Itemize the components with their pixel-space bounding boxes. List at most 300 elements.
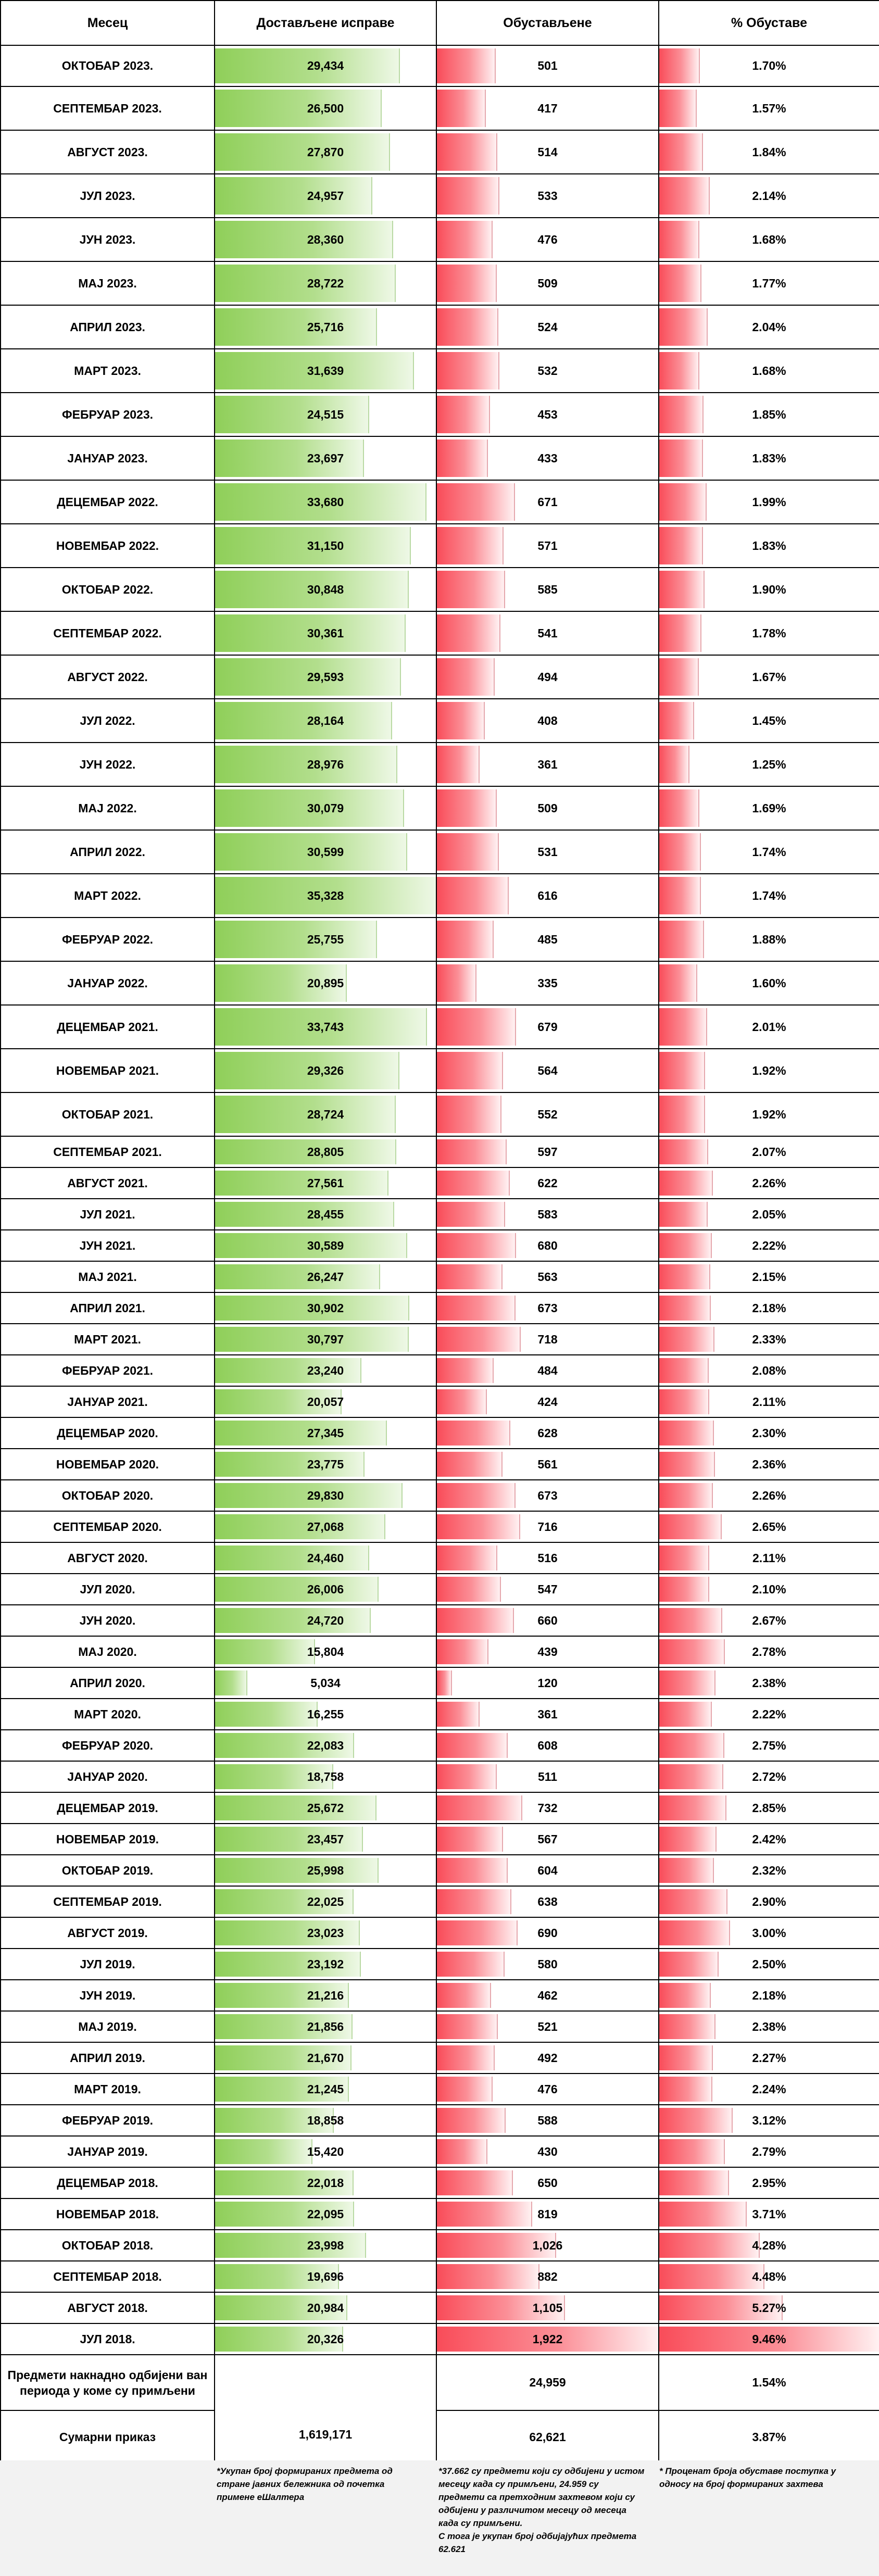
delivered-cell-value: 21,245 bbox=[307, 2082, 344, 2096]
header-percent: % Обуставе bbox=[659, 1, 879, 45]
month-cell: ОКТОБАР 2020. bbox=[1, 1480, 215, 1511]
percent-cell bbox=[659, 1761, 879, 1792]
percent-cell-bar bbox=[659, 527, 703, 564]
delivered-cell-value: 28,805 bbox=[307, 1145, 344, 1159]
delivered-cell-bar bbox=[215, 1795, 376, 1820]
percent-cell-value: 1.74% bbox=[752, 888, 786, 902]
percent-cell-value: 2.90% bbox=[752, 1894, 786, 1908]
delivered-cell bbox=[215, 2230, 436, 2261]
rejected-cell-value: 494 bbox=[537, 670, 558, 684]
rejected-cell-bar bbox=[437, 177, 499, 215]
percent-cell-value: 2.32% bbox=[752, 1863, 786, 1877]
percent-cell bbox=[659, 743, 879, 786]
percent-cell-value: 2.15% bbox=[752, 1270, 786, 1284]
percent-cell-bar bbox=[659, 658, 699, 696]
delivered-cell-value: 23,023 bbox=[307, 1926, 344, 1940]
percent-cell bbox=[659, 261, 879, 305]
delivered-cell-value: 23,457 bbox=[307, 1832, 344, 1846]
rejected-cell-value: 628 bbox=[537, 1426, 558, 1440]
percent-cell bbox=[659, 2042, 879, 2074]
rejected-cell bbox=[436, 2198, 659, 2230]
rejected-cell-value: 511 bbox=[537, 1769, 558, 1783]
table-row bbox=[1, 2292, 879, 2323]
rejected-cell-bar bbox=[437, 1795, 522, 1820]
delivered-cell bbox=[215, 1605, 436, 1636]
month-cell: ЈУН 2019. bbox=[1, 1980, 215, 2011]
percent-cell-bar bbox=[659, 1514, 722, 1539]
delivered-cell-value: 21,670 bbox=[307, 2051, 344, 2065]
delivered-cell-value: 24,957 bbox=[307, 189, 344, 203]
percent-cell bbox=[659, 174, 879, 218]
percent-cell-bar bbox=[659, 1452, 715, 1477]
month-cell: МАЈ 2020. bbox=[1, 1636, 215, 1667]
delivered-cell-value: 27,345 bbox=[307, 1426, 344, 1440]
rejected-cell bbox=[436, 45, 659, 86]
percent-cell-value: 1.83% bbox=[752, 538, 786, 552]
percent-cell-bar bbox=[659, 2233, 760, 2258]
rejected-cell-value: 680 bbox=[537, 1238, 558, 1252]
month-cell: ЈУЛ 2018. bbox=[1, 2323, 215, 2355]
percent-cell-value: 2.36% bbox=[752, 1457, 786, 1471]
percent-cell-bar bbox=[659, 1139, 708, 1164]
percent-cell bbox=[659, 86, 879, 130]
note-delivered: *Укупан број формираних предмета од стране јавних бележника од почетка примене еШалтера bbox=[217, 2466, 393, 2502]
delivered-cell-value: 30,589 bbox=[307, 1238, 344, 1252]
percent-cell-bar bbox=[659, 833, 701, 871]
delivered-cell-value: 21,216 bbox=[307, 1988, 344, 2002]
percent-cell-value: 2.72% bbox=[752, 1769, 786, 1783]
month-cell: АВГУСТ 2020. bbox=[1, 1542, 215, 1574]
rejected-cell-bar bbox=[437, 133, 497, 171]
percent-cell bbox=[659, 349, 879, 393]
percent-cell bbox=[659, 1574, 879, 1605]
percent-cell-value: 1.45% bbox=[752, 713, 786, 727]
month-cell: СЕПТЕМБАР 2021. bbox=[1, 1136, 215, 1167]
delivered-cell bbox=[215, 1324, 436, 1355]
delivered-cell-bar bbox=[215, 1096, 396, 1133]
rejected-cell bbox=[436, 349, 659, 393]
rejected-cell bbox=[436, 261, 659, 305]
rejected-cell bbox=[436, 1699, 659, 1730]
delivered-cell bbox=[215, 655, 436, 699]
rejected-cell bbox=[436, 524, 659, 568]
percent-cell bbox=[659, 1699, 879, 1730]
delivered-cell bbox=[215, 2136, 436, 2167]
percent-cell-value: 1.84% bbox=[752, 145, 786, 159]
percent-cell-bar bbox=[659, 2045, 713, 2070]
percent-cell-value: 2.75% bbox=[752, 1738, 786, 1752]
rejected-cell-value: 1,922 bbox=[532, 2332, 563, 2346]
rejected-cell bbox=[436, 1417, 659, 1449]
rejected-cell bbox=[436, 2261, 659, 2292]
rejected-cell bbox=[436, 2292, 659, 2323]
late-rejections-row bbox=[1, 2355, 879, 2410]
late-rejections-label: Предмети накнадно одбијени ван периода у коме су примљени bbox=[1, 2355, 215, 2410]
delivered-cell-value: 25,998 bbox=[307, 1863, 344, 1877]
month-cell: МАРТ 2023. bbox=[1, 349, 215, 393]
rejected-cell-bar bbox=[437, 1008, 516, 1046]
table-row bbox=[1, 699, 879, 743]
delivered-cell-value: 26,500 bbox=[307, 101, 344, 115]
rejected-cell bbox=[436, 1574, 659, 1605]
percent-cell-value: 1.85% bbox=[752, 407, 786, 421]
rejected-cell bbox=[436, 1886, 659, 1917]
percent-cell-value: 2.04% bbox=[752, 320, 786, 334]
rejected-cell-bar bbox=[437, 90, 486, 127]
percent-cell-value: 3.71% bbox=[752, 2207, 786, 2221]
percent-cell-value: 1.74% bbox=[752, 845, 786, 859]
rejected-cell-value: 567 bbox=[537, 1832, 558, 1846]
rejected-cell bbox=[436, 1792, 659, 1824]
percent-cell-value: 2.85% bbox=[752, 1801, 786, 1815]
delivered-cell-value: 30,361 bbox=[307, 626, 344, 640]
delivered-cell bbox=[215, 393, 436, 436]
delivered-cell-bar bbox=[215, 265, 396, 302]
month-cell: АВГУСТ 2022. bbox=[1, 655, 215, 699]
percent-cell-value: 1.25% bbox=[752, 757, 786, 771]
delivered-cell-value: 28,722 bbox=[307, 276, 344, 290]
percent-cell bbox=[659, 1949, 879, 1980]
rejected-cell-bar bbox=[437, 1389, 487, 1414]
delivered-cell bbox=[215, 86, 436, 130]
percent-cell bbox=[659, 524, 879, 568]
delivered-cell-value: 24,515 bbox=[307, 407, 344, 421]
late-rejections-percent: 1.54% bbox=[659, 2355, 879, 2410]
rejected-cell bbox=[436, 1917, 659, 1949]
percent-cell-bar bbox=[659, 1889, 727, 1914]
delivered-cell-value: 29,593 bbox=[307, 670, 344, 684]
percent-cell-bar bbox=[659, 2108, 733, 2133]
percent-cell bbox=[659, 1092, 879, 1136]
month-cell: ДЕЦЕМБАР 2021. bbox=[1, 1005, 215, 1049]
rejected-cell bbox=[436, 1636, 659, 1667]
rejected-cell bbox=[436, 1980, 659, 2011]
percent-cell-bar bbox=[659, 1096, 705, 1133]
rejected-cell-bar bbox=[437, 614, 500, 652]
table-row bbox=[1, 1092, 879, 1136]
percent-cell-value: 2.22% bbox=[752, 1707, 786, 1721]
month-cell: АПРИЛ 2023. bbox=[1, 305, 215, 349]
delivered-cell bbox=[215, 1886, 436, 1917]
percent-cell bbox=[659, 393, 879, 436]
table-row bbox=[1, 2323, 879, 2355]
percent-cell-value: 2.38% bbox=[752, 2019, 786, 2033]
delivered-cell-value: 30,848 bbox=[307, 582, 344, 596]
percent-cell-value: 1.78% bbox=[752, 626, 786, 640]
percent-cell-bar bbox=[659, 571, 705, 608]
table-row bbox=[1, 1417, 879, 1449]
rejected-cell-value: 1,026 bbox=[532, 2238, 563, 2252]
rejected-cell bbox=[436, 1605, 659, 1636]
delivered-cell bbox=[215, 1355, 436, 1386]
rejected-cell-bar bbox=[437, 2045, 495, 2070]
percent-cell-value: 2.65% bbox=[752, 1519, 786, 1534]
table-row bbox=[1, 2042, 879, 2074]
percent-cell bbox=[659, 1324, 879, 1355]
month-cell: СЕПТЕМБАР 2020. bbox=[1, 1511, 215, 1542]
rejected-cell-bar bbox=[437, 1889, 511, 1914]
rejected-cell-value: 524 bbox=[537, 320, 558, 334]
percent-cell-value: 2.50% bbox=[752, 1957, 786, 1971]
delivered-cell-value: 25,672 bbox=[307, 1801, 344, 1815]
rejected-cell-value: 492 bbox=[537, 2051, 558, 2065]
month-cell: ЈАНУАР 2023. bbox=[1, 436, 215, 480]
summary-row bbox=[1, 2410, 879, 2464]
rejected-cell-value: 521 bbox=[537, 2019, 558, 2033]
delivered-cell-value: 27,561 bbox=[307, 1176, 344, 1190]
rejected-cell bbox=[436, 174, 659, 218]
table-row bbox=[1, 1667, 879, 1699]
delivered-cell-bar bbox=[215, 1421, 387, 1446]
month-cell: ОКТОБАР 2019. bbox=[1, 1855, 215, 1886]
header-rejected: Обустављене bbox=[436, 1, 659, 45]
table-row bbox=[1, 436, 879, 480]
delivered-cell bbox=[215, 305, 436, 349]
delivered-cell-bar bbox=[215, 1264, 380, 1289]
percent-cell-bar bbox=[659, 396, 704, 433]
rejected-cell-value: 580 bbox=[537, 1957, 558, 1971]
percent-cell bbox=[659, 1261, 879, 1292]
month-cell: МАЈ 2021. bbox=[1, 1261, 215, 1292]
delivered-cell-value: 26,006 bbox=[307, 1582, 344, 1596]
percent-cell-value: 1.60% bbox=[752, 976, 786, 990]
delivered-cell-value: 22,095 bbox=[307, 2207, 344, 2221]
delivered-cell bbox=[215, 961, 436, 1005]
month-cell: ЈУЛ 2022. bbox=[1, 699, 215, 743]
percent-cell bbox=[659, 786, 879, 830]
percent-cell-bar bbox=[659, 1670, 715, 1695]
rejected-cell bbox=[436, 1855, 659, 1886]
percent-cell-value: 2.14% bbox=[752, 189, 786, 203]
delivered-cell-bar bbox=[215, 1670, 247, 1695]
rejected-cell bbox=[436, 1092, 659, 1136]
percent-cell-value: 2.78% bbox=[752, 1644, 786, 1658]
percent-cell-value: 2.30% bbox=[752, 1426, 786, 1440]
rejected-cell bbox=[436, 1761, 659, 1792]
rejected-cell-value: 585 bbox=[537, 582, 558, 596]
rejected-cell bbox=[436, 874, 659, 918]
rejected-cell bbox=[436, 611, 659, 655]
delivered-cell-value: 28,455 bbox=[307, 1207, 344, 1221]
percent-cell bbox=[659, 1636, 879, 1667]
percent-cell bbox=[659, 1230, 879, 1261]
delivered-cell-value: 30,079 bbox=[307, 801, 344, 815]
rejected-cell-value: 453 bbox=[537, 407, 558, 421]
delivered-cell bbox=[215, 1005, 436, 1049]
table-row bbox=[1, 2198, 879, 2230]
table-row bbox=[1, 1355, 879, 1386]
percent-cell-bar bbox=[659, 1264, 710, 1289]
delivered-cell bbox=[215, 568, 436, 611]
rejected-cell-value: 597 bbox=[537, 1145, 558, 1159]
rejected-cell-value: 433 bbox=[537, 451, 558, 465]
month-cell: НОВЕМБАР 2018. bbox=[1, 2198, 215, 2230]
rejected-cell-value: 547 bbox=[537, 1582, 558, 1596]
delivered-cell bbox=[215, 2074, 436, 2105]
month-cell: ФЕБРУАР 2022. bbox=[1, 918, 215, 961]
table-row bbox=[1, 1511, 879, 1542]
delivered-cell bbox=[215, 1917, 436, 1949]
rejected-cell-bar bbox=[437, 2170, 513, 2195]
delivered-cell bbox=[215, 611, 436, 655]
percent-cell-value: 1.57% bbox=[752, 101, 786, 115]
delivered-cell bbox=[215, 1417, 436, 1449]
table-row bbox=[1, 1730, 879, 1761]
rejected-cell-value: 408 bbox=[537, 713, 558, 727]
percent-cell-bar bbox=[659, 1233, 712, 1258]
percent-cell bbox=[659, 830, 879, 874]
delivered-cell-bar bbox=[215, 1202, 394, 1227]
month-cell: ЈУН 2022. bbox=[1, 743, 215, 786]
delivered-cell bbox=[215, 1480, 436, 1511]
percent-cell-value: 2.27% bbox=[752, 2051, 786, 2065]
rejected-cell-value: 439 bbox=[537, 1644, 558, 1658]
delivered-cell-value: 25,716 bbox=[307, 320, 344, 334]
delivered-cell bbox=[215, 480, 436, 524]
table-row bbox=[1, 1386, 879, 1417]
rejected-cell-value: 509 bbox=[537, 276, 558, 290]
percent-cell bbox=[659, 2011, 879, 2042]
percent-cell-bar bbox=[659, 1827, 717, 1852]
table-row bbox=[1, 2105, 879, 2136]
rejected-cell-bar bbox=[437, 1577, 501, 1602]
month-cell: НОВЕМБАР 2020. bbox=[1, 1449, 215, 1480]
percent-cell bbox=[659, 1417, 879, 1449]
percent-cell-value: 1.90% bbox=[752, 582, 786, 596]
delivered-cell-bar bbox=[215, 921, 377, 958]
rejected-cell-bar bbox=[437, 1296, 516, 1321]
rejected-cell bbox=[436, 218, 659, 261]
rejected-cell-bar bbox=[437, 2264, 539, 2289]
table-row bbox=[1, 524, 879, 568]
percent-cell bbox=[659, 218, 879, 261]
rejected-cell-bar bbox=[437, 921, 494, 958]
table-row bbox=[1, 1917, 879, 1949]
delivered-cell-bar bbox=[215, 133, 390, 171]
percent-cell bbox=[659, 611, 879, 655]
rejected-cell-bar bbox=[437, 1702, 480, 1727]
rejected-cell-value: 732 bbox=[537, 1801, 558, 1815]
rejected-cell bbox=[436, 1292, 659, 1324]
percent-cell-value: 1.88% bbox=[752, 932, 786, 946]
rejected-cell-value: 622 bbox=[537, 1176, 558, 1190]
month-cell: ДЕЦЕМБАР 2018. bbox=[1, 2167, 215, 2198]
percent-cell-bar bbox=[659, 48, 700, 83]
percent-cell-bar bbox=[659, 964, 697, 1002]
delivered-cell bbox=[215, 2167, 436, 2198]
table-row bbox=[1, 1574, 879, 1605]
delivered-cell-bar bbox=[215, 702, 392, 739]
rejected-cell-value: 819 bbox=[537, 2207, 558, 2221]
delivered-cell-bar bbox=[215, 177, 372, 215]
delivered-cell-value: 19,696 bbox=[307, 2269, 344, 2283]
rejected-cell-bar bbox=[437, 1171, 510, 1196]
percent-cell bbox=[659, 918, 879, 961]
rejected-cell-bar bbox=[437, 396, 490, 433]
rejected-cell-value: 541 bbox=[537, 626, 558, 640]
rejected-cell-bar bbox=[437, 1052, 503, 1089]
percent-cell-value: 1.83% bbox=[752, 451, 786, 465]
percent-cell-bar bbox=[659, 308, 708, 346]
table-row bbox=[1, 1761, 879, 1792]
delivered-cell-value: 28,360 bbox=[307, 232, 344, 246]
month-cell: НОВЕМБАР 2022. bbox=[1, 524, 215, 568]
rejected-cell-bar bbox=[437, 1139, 507, 1164]
rejected-cell bbox=[436, 1949, 659, 1980]
month-cell: АВГУСТ 2021. bbox=[1, 1167, 215, 1199]
delivered-cell bbox=[215, 1792, 436, 1824]
delivered-cell bbox=[215, 699, 436, 743]
delivered-cell-value: 35,328 bbox=[307, 888, 344, 902]
delivered-cell-value: 18,858 bbox=[307, 2113, 344, 2127]
rejected-cell bbox=[436, 2136, 659, 2167]
delivered-cell bbox=[215, 830, 436, 874]
percent-cell-bar bbox=[659, 483, 707, 521]
percent-cell bbox=[659, 1449, 879, 1480]
percent-cell-bar bbox=[659, 1952, 719, 1977]
rejected-cell-value: 501 bbox=[537, 59, 558, 72]
percent-cell-value: 2.79% bbox=[752, 2144, 786, 2158]
rejected-cell-value: 476 bbox=[537, 2082, 558, 2096]
percent-cell-value: 2.26% bbox=[752, 1488, 786, 1502]
percent-cell-bar bbox=[659, 2202, 747, 2227]
delivered-cell-value: 28,976 bbox=[307, 757, 344, 771]
rejected-cell-bar bbox=[437, 483, 515, 521]
table-row bbox=[1, 1949, 879, 1980]
footnotes bbox=[0, 2460, 879, 2576]
percent-cell-bar bbox=[659, 90, 697, 127]
table-row bbox=[1, 1167, 879, 1199]
rejected-cell-bar bbox=[437, 439, 488, 477]
rejected-cell bbox=[436, 1542, 659, 1574]
month-cell: МАРТ 2019. bbox=[1, 2074, 215, 2105]
percent-cell-value: 2.67% bbox=[752, 1613, 786, 1627]
delivered-cell-value: 20,984 bbox=[307, 2301, 344, 2315]
rejected-cell bbox=[436, 1005, 659, 1049]
rejected-cell-bar bbox=[437, 2108, 506, 2133]
rejected-cell-bar bbox=[437, 48, 496, 83]
delivered-cell-value: 5,034 bbox=[310, 1676, 341, 1690]
rejected-cell-bar bbox=[437, 1733, 508, 1758]
rejected-cell-bar bbox=[437, 1827, 503, 1852]
percent-cell bbox=[659, 1049, 879, 1092]
percent-cell-value: 2.18% bbox=[752, 1988, 786, 2002]
percent-cell bbox=[659, 1005, 879, 1049]
rejected-cell bbox=[436, 1167, 659, 1199]
delivered-cell bbox=[215, 45, 436, 86]
delivered-cell bbox=[215, 261, 436, 305]
table-row bbox=[1, 874, 879, 918]
percent-cell bbox=[659, 130, 879, 174]
percent-cell bbox=[659, 1824, 879, 1855]
rejected-cell-value: 1,105 bbox=[532, 2301, 563, 2315]
delivered-cell-value: 31,639 bbox=[307, 363, 344, 378]
rejected-cell-bar bbox=[437, 2077, 493, 2102]
percent-cell bbox=[659, 2136, 879, 2167]
month-cell: НОВЕМБАР 2019. bbox=[1, 1824, 215, 1855]
percent-cell-value: 3.00% bbox=[752, 1926, 786, 1940]
percent-cell-bar bbox=[659, 2264, 764, 2289]
month-cell: ЈАНУАР 2019. bbox=[1, 2136, 215, 2167]
percent-cell bbox=[659, 1667, 879, 1699]
table-row bbox=[1, 1199, 879, 1230]
delivered-cell-bar bbox=[215, 308, 377, 346]
rejected-cell-bar bbox=[437, 1920, 518, 1945]
table-row bbox=[1, 743, 879, 786]
month-cell: ФЕБРУАР 2019. bbox=[1, 2105, 215, 2136]
delivered-cell bbox=[215, 874, 436, 918]
rejected-cell-value: 484 bbox=[537, 1363, 558, 1377]
